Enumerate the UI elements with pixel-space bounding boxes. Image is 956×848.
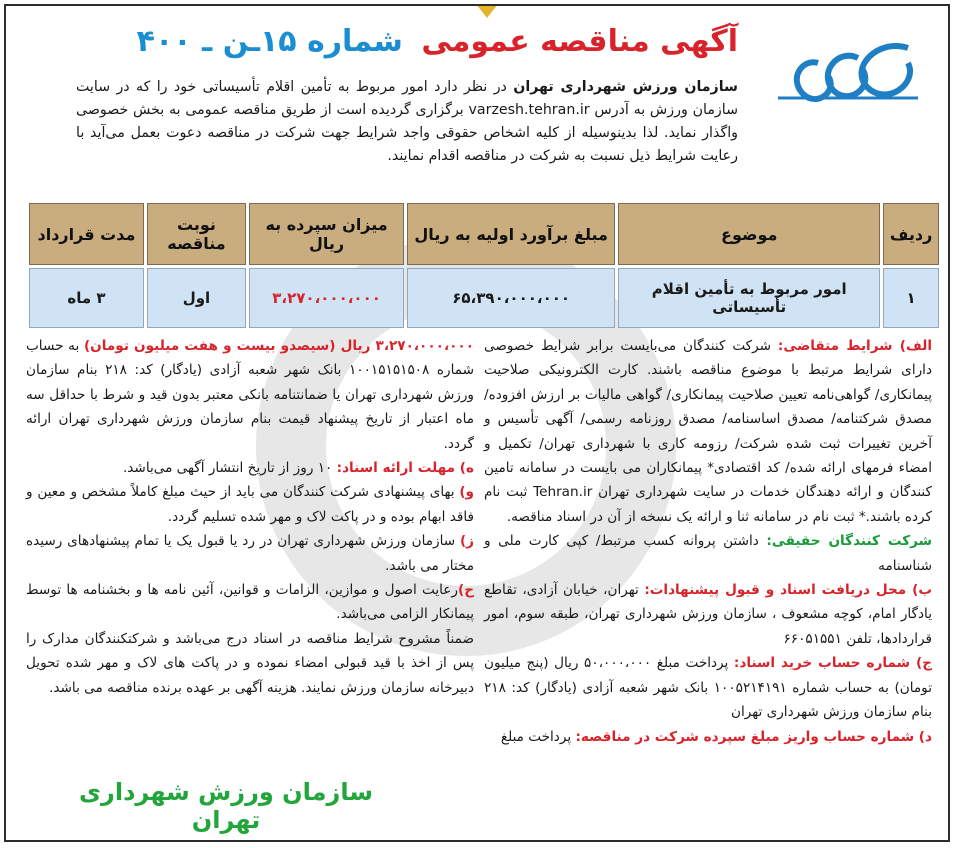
condition-h: [26, 578, 474, 627]
notice-title: [137, 24, 738, 59]
condition-c-label: ج) شماره حساب خرید اسناد:: [733, 655, 932, 672]
condition-c: [484, 651, 932, 724]
deposit-amount: ۳،۲۷۰،۰۰۰،۰۰۰ ریال (سیصدو بیست و هفت میلیون تومان): [83, 338, 474, 354]
condition-a: [484, 334, 932, 529]
condition-d-text: پرداخت مبلغ: [500, 728, 576, 745]
condition-g: [26, 529, 474, 578]
conditions-right-column: [484, 334, 932, 749]
condition-c-text: پرداخت مبلغ ۵۰،۰۰۰،۰۰۰ ریال (پنج میلیون تومان) به حساب شماره ۱۰۰۵۲۱۴۱۹۱ بانک شهر شعبه آزادی (یادگار) کد: ۲۱۸ بنام سازمان ورزش شهرداری تهران: [484, 655, 932, 721]
notice-number: شماره ۱۵ـن ـ ۴۰۰: [136, 24, 403, 59]
intro-paragraph: [76, 76, 738, 168]
header-cell-subject: موضوع: [618, 203, 880, 265]
header-cell-round: نوبت مناقصه: [147, 203, 246, 265]
additional-note: ضمناً مشروح شرایط مناقصه در اسناد درج می‌باشد و شرکتکنندگان مدارک را پس از اخذ با قید قبولی امضاء نموده و در پاکت های لاک و مهر شده تحویل دبیرخانه سازمان ورزش نمایند. هزینه آگهی بر عهده برنده مناقصه می باشد.: [26, 630, 474, 696]
condition-real-text: داشتن پروانه کسب مرتبط/ کپی کارت ملی و شناسنامه: [484, 533, 932, 574]
cell-subject: امور مربوط به تأمین اقلام تأسیساتی: [618, 268, 880, 328]
header-cell-deposit: میزان سپرده به ریال: [249, 203, 404, 265]
condition-a-label: الف) شرایط متقاضی:: [777, 338, 932, 354]
condition-b-label: ب) محل دریافت اسناد و قبول پیشنهادات:: [644, 582, 933, 599]
intro-text: در نظر دارد امور مربوط به تأمین اقلام تأسیساتی خود را که در سایت سازمان ورزش به آدرس varzesh.tehran.ir برگزاری گردیده است از طریق مناقصه عمومی به بخش خصوصی واگذار نماید. لذا بدینوسیله از کلیه اشخاص حقوقی واجد شرایط جهت شرکت در مناقصه دعوت بعمل می‌آید با رعایت شرایط ذیل نسبت به شرکت در مناقصه اقدام نمایند.: [76, 79, 738, 164]
condition-real-persons: [484, 529, 932, 578]
condition-b: [484, 578, 932, 651]
footer-signature: سازمان ورزش شهرداری تهران: [79, 778, 373, 834]
header-cell-row: ردیف: [883, 203, 939, 265]
cell-duration: ۳ ماه: [29, 268, 144, 328]
header-cell-duration: مدت قرارداد: [29, 203, 144, 265]
condition-f-label: و): [459, 484, 474, 501]
condition-f: [26, 480, 474, 529]
table-header-row: [29, 203, 939, 265]
condition-g-text: سازمان ورزش شهرداری تهران در رد یا قبول یک یا تمام پیشنهادهای رسیده مختار می باشد.: [26, 533, 474, 574]
notice-header: [16, 14, 938, 184]
notice-frame: [4, 4, 950, 842]
notice-title-text: آگهی مناقصه عمومی: [421, 24, 738, 59]
condition-h-label: ح): [457, 582, 474, 599]
condition-real-label: شرکت کنندگان حقیقی:: [766, 533, 932, 550]
condition-h-text: رعایت اصول و موازین، الزامات و قوانین، آئین نامه ها و بخشنامه ها توسط پیمانکار الزامی می‌باشد.: [26, 582, 474, 623]
condition-e: [26, 456, 474, 480]
cell-deposit: ۳،۲۷۰،۰۰۰،۰۰۰: [249, 268, 404, 328]
condition-d: [484, 725, 932, 749]
intro-org-name: سازمان ورزش شهرداری تهران: [513, 79, 738, 95]
condition-g-label: ز): [459, 533, 474, 550]
condition-e-label: ه) مهلت ارائه اسناد:: [336, 460, 474, 477]
condition-e-text: ۱۰ روز از تاریخ انتشار آگهی می‌باشد.: [122, 460, 337, 477]
cell-row-number: ۱: [883, 268, 939, 328]
cell-round: اول: [147, 268, 246, 328]
table-row: [29, 268, 939, 328]
conditions-left-column: [26, 334, 474, 700]
header-cell-estimate: مبلغ برآورد اولیه به ریال: [407, 203, 615, 265]
condition-a-text: شرکت کنندگان می‌بایست برابر شرایط خصوصی دارای شرایط مرتبط با موضوع مناقصه باشند. کارت الکترونیکی صلاحیت پیمانکاری/ گواهی‌نامه تعیین صلاحیت پیمانکاری/ گواهی مالیات بر ارزش افزوده/ مصدق شرکتنامه/ مصدق اساسنامه/ مصدق روزنامه رسمی/ آگهی تأسیس و آخرین تغییرات ثبت شده شرکت/ رزومه کاری با شهرداری تهران/ تکمیل و امضاء فرمهای ارائه شده/ کد اقتصادی* پیمانکاران می بایست در سامانه تامین کنندگان و ارائه دهندگان خدمات در سایت شهرداری تهران Tehran.ir ثبت نام کرده باشند.* ثبت نام در سامانه ثنا و ارائه یک نسخه از آن در اسناد مناقصه.: [484, 338, 933, 525]
deposit-details: [26, 334, 474, 456]
condition-d-label: د) شماره حساب واریز مبلغ سپرده شرکت در مناقصه:: [575, 728, 932, 745]
deposit-text: به حساب شماره ۱۰۰۱۵۱۵۱۵۰۸ بانک شهر شعبه آزادی (یادگار) کد: ۲۱۸ بنام سازمان ورزش شهرداری تهران یا ضمانتنامه بانکی معتبر بدون قید و شرط با حداقل سه ماه اعتبار از تاریخ پیشنهاد قیمت بنام سازمان ورزش شهرداری تهران ارائه گردد.: [26, 338, 474, 452]
condition-b-text: تهران، خیابان آزادی، تقاطع یادگار امام، کوچه مشعوف ، سازمان ورزش شهرداری تهران، طبقه سوم، امور قراردادها، تلفن ۶۶۰۵۱۵۵۱: [484, 582, 932, 647]
condition-f-text: بهای پیشنهادی شرکت کنندگان می باید از حیث مبلغ کاملاً مشخص و معین و فاقد ابهام بوده و در پاکت لاک و مهر شده تسلیم گردد.: [26, 484, 474, 525]
cell-estimate: ۶۵،۳۹۰،۰۰۰،۰۰۰: [407, 268, 615, 328]
organization-logo-icon: [758, 28, 928, 118]
tender-table: [26, 200, 942, 331]
